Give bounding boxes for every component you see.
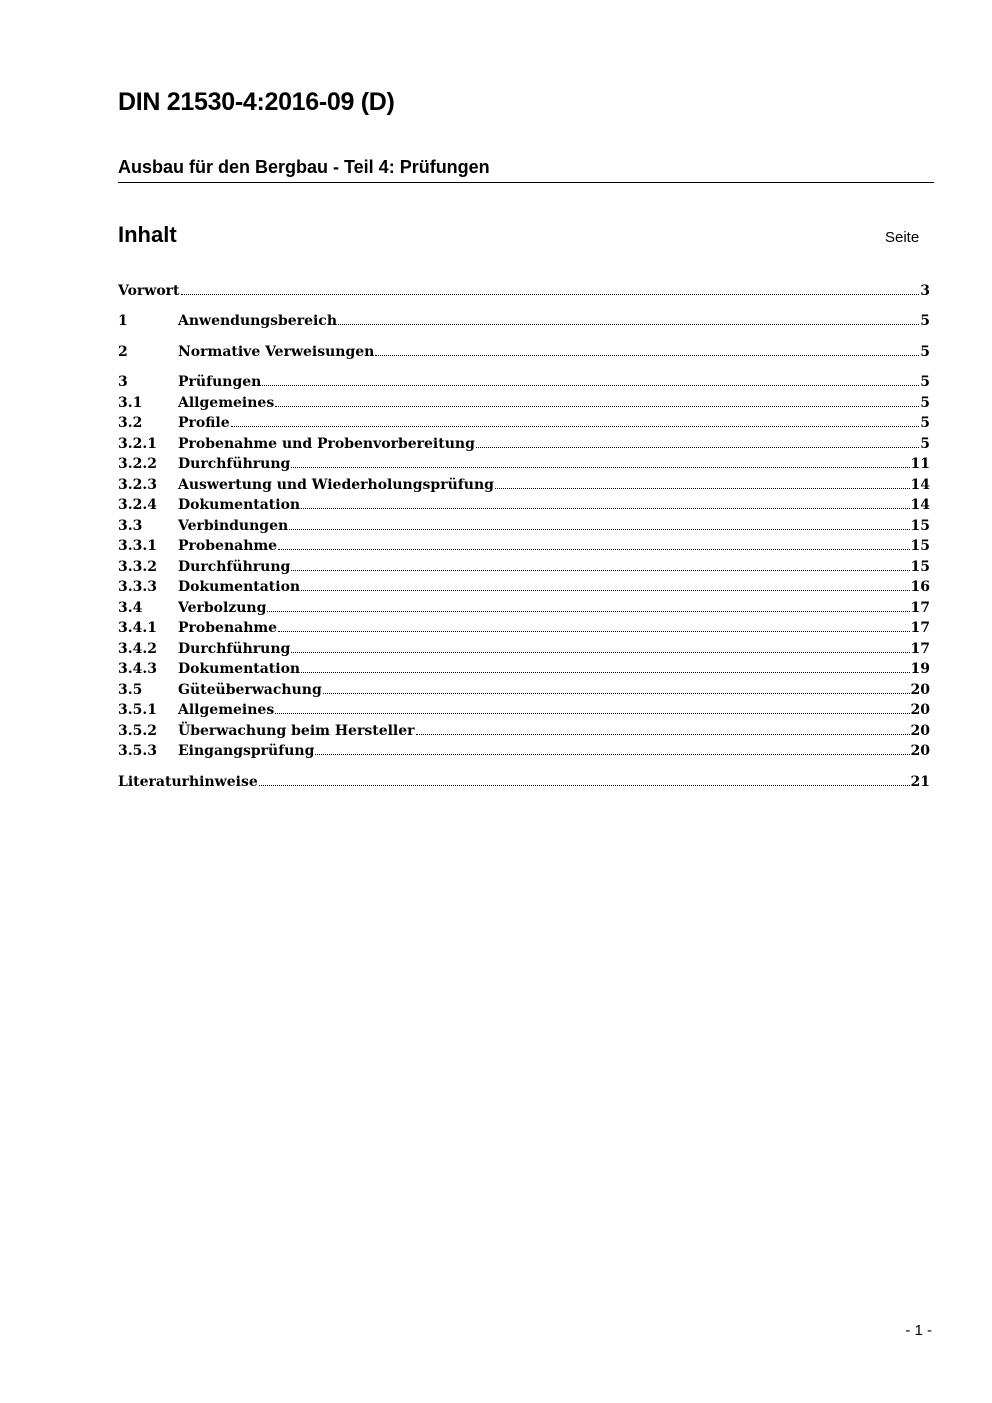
toc-entry-title: Verbolzung [178,600,267,616]
toc-entry-page: 21 [910,774,930,790]
toc-entry[interactable] [118,740,930,761]
toc-entry[interactable] [118,535,930,556]
toc-entry-number: 3.4.3 [118,661,157,677]
toc-entry[interactable] [118,412,930,433]
toc-entry-page: 5 [920,436,930,452]
toc-entry-page: 14 [910,477,930,493]
toc-entry-number: 3.2.3 [118,477,157,493]
toc-entry[interactable] [118,474,930,495]
toc-dot-leader [301,576,909,591]
toc-entry-title: Durchführung [178,456,291,472]
toc-dot-leader [259,771,910,786]
toc-entry-number: 3.4.2 [118,641,157,657]
toc-entry-page: 5 [920,395,930,411]
toc-entry-page: 16 [910,579,930,595]
toc-entry-title: Profile [178,415,230,431]
toc-entry-number: 3 [118,374,128,390]
toc-entry[interactable] [118,720,930,741]
toc-entry[interactable] [118,638,930,659]
toc-entry-number: 3.3 [118,518,143,534]
toc-entry-page: 5 [920,313,930,329]
toc-entry-number: 3.2.1 [118,436,157,452]
toc-heading: Inhalt [118,222,177,247]
toc-entry-page: 20 [910,743,930,759]
toc-entry-number: 3.5 [118,682,143,698]
toc-dot-leader [476,433,919,448]
toc-entry-page: 14 [910,497,930,513]
toc-entry-page: 5 [920,374,930,390]
document-title: DIN 21530-4:2016-09 (D) [118,88,395,116]
toc-entry-page: 20 [910,702,930,718]
toc-entry[interactable] [118,371,930,392]
toc-entry-page: 17 [910,620,930,636]
toc-entry[interactable] [118,771,930,792]
toc-entry-title: Verbindungen [178,518,289,534]
toc-entry-title: Probenahme [178,538,278,554]
document-subtitle: Ausbau für den Bergbau - Teil 4: Prüfungen [118,157,490,177]
toc-entry-title: Güteüberwachung [178,682,322,698]
toc-entry-title: Anwendungsbereich [178,313,337,329]
toc-dot-leader [495,474,910,489]
toc-entry-page: 15 [910,559,930,575]
toc-entry[interactable] [118,597,930,618]
toc-entry-page: 19 [910,661,930,677]
subtitle-divider [118,182,934,183]
toc-dot-leader [301,658,909,673]
toc-entry-page: 3 [920,283,930,299]
toc-entry-number: 3.5.1 [118,702,157,718]
toc-entry-title: Durchführung [178,641,291,657]
toc-dot-leader [267,597,909,612]
toc-entry[interactable] [118,576,930,597]
toc-entry[interactable] [118,556,930,577]
toc-dot-leader [275,392,919,407]
toc-entry-number: 3.3.2 [118,559,157,575]
toc-dot-leader [323,679,910,694]
toc-entry-number: 3.1 [118,395,143,411]
toc-dot-leader [278,617,909,632]
toc-entry-title: Dokumentation [178,579,301,595]
toc-entry-page: 15 [910,518,930,534]
toc-entry-title: Prüfungen [178,374,262,390]
page-number: - 1 - [905,1322,932,1339]
toc-entry-page: 20 [910,723,930,739]
toc-entry-number: 3.2 [118,415,143,431]
toc-dot-leader [289,515,909,530]
toc-entry-page: 11 [910,456,930,472]
toc-dot-leader [301,494,909,509]
toc-entry[interactable] [118,433,930,454]
toc-entry-number: 3.4 [118,600,143,616]
toc-entry[interactable] [118,341,930,362]
toc-entry[interactable] [118,617,930,638]
toc-entry-number: 3.3.1 [118,538,157,554]
toc-dot-leader [181,280,920,295]
toc-dot-leader [291,556,909,571]
toc-dot-leader [315,740,909,755]
toc-dot-leader [278,535,909,550]
toc-entry-number: 3.4.1 [118,620,157,636]
toc-entry-title: Eingangsprüfung [178,743,315,759]
toc-entry-number: 1 [118,313,128,329]
toc-entry[interactable] [118,699,930,720]
toc-dot-leader [375,341,919,356]
toc-entry[interactable] [118,392,930,413]
toc-entry[interactable] [118,658,930,679]
page-column-label: Seite [885,229,920,246]
toc-entry-page: 15 [910,538,930,554]
toc-entry[interactable] [118,494,930,515]
toc-dot-leader [275,699,909,714]
toc-entry-number: 3.5.2 [118,723,157,739]
toc-dot-leader [291,453,909,468]
toc-dot-leader [338,310,919,325]
toc-entry-title: Literaturhinweise [118,774,258,790]
toc-dot-leader [416,720,910,735]
toc-entry-title: Allgemeines [178,395,275,411]
toc-entry[interactable] [118,679,930,700]
toc-entry-number: 3.5.3 [118,743,157,759]
toc-entry-title: Durchführung [178,559,291,575]
toc-dot-leader [262,371,919,386]
toc-entry-title: Normative Verweisungen [178,344,375,360]
toc-entry-title: Vorwort [118,283,180,299]
toc-entry[interactable] [118,453,930,474]
toc-entry-title: Allgemeines [178,702,275,718]
toc-entry-number: 2 [118,344,128,360]
toc-entry[interactable] [118,515,930,536]
toc-dot-leader [231,412,920,427]
toc-entry-page: 17 [910,641,930,657]
toc-entry-number: 3.2.4 [118,497,157,513]
toc-entry-number: 3.3.3 [118,579,157,595]
toc-entry-number: 3.2.2 [118,456,157,472]
toc-entry-title: Überwachung beim Hersteller [178,723,415,739]
toc-entry-title: Dokumentation [178,497,301,513]
toc-entry-title: Probenahme und Probenvorbereitung [178,436,475,452]
toc-entry[interactable] [118,280,930,301]
toc-entry-title: Auswertung und Wiederholungsprüfung [178,477,494,493]
toc-entry-page: 5 [920,415,930,431]
toc-entry-page: 5 [920,344,930,360]
toc-entry-page: 17 [910,600,930,616]
toc-entry-title: Probenahme [178,620,278,636]
toc-entry-title: Dokumentation [178,661,301,677]
toc-entry-page: 20 [910,682,930,698]
toc-dot-leader [291,638,909,653]
toc-entry[interactable] [118,310,930,331]
